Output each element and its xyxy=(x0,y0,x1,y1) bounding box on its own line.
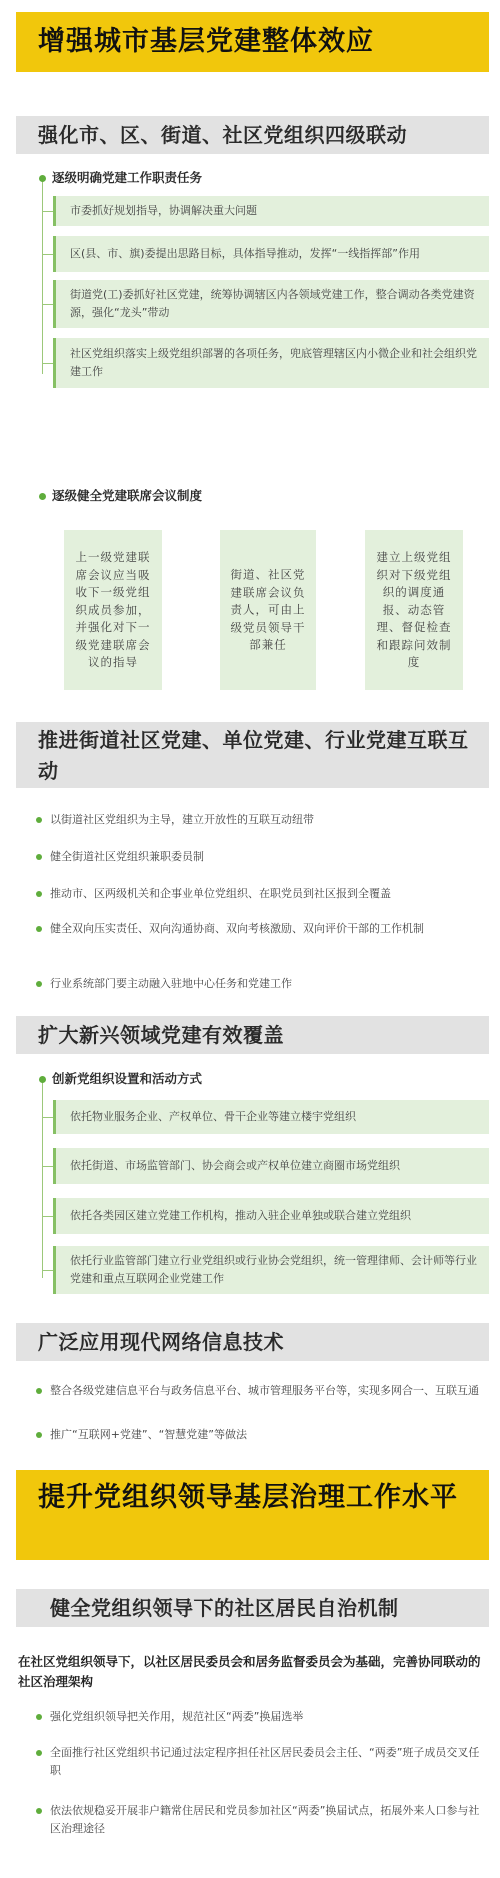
section-title: 提升党组织领导基层治理工作水平 xyxy=(38,1482,458,1513)
tree-tick xyxy=(42,1270,53,1271)
list-item xyxy=(50,920,480,938)
tree-tick xyxy=(42,1117,53,1118)
list-item-text: 推动市、区两级机关和企事业单位党组织、在职党员到社区报到全覆盖 xyxy=(50,887,391,900)
task-box xyxy=(53,236,489,272)
tree-tick xyxy=(42,1216,53,1217)
tree-tick xyxy=(42,211,53,212)
task-box xyxy=(53,196,489,226)
subsection-header xyxy=(16,1589,489,1627)
tree-tick xyxy=(42,254,53,255)
task-text: 街道党(工)委抓好社区党建，统筹协调辖区内各领域党建工作，整合调动各类党建资源，强化“龙头”带动 xyxy=(70,288,475,319)
list-item-text: 推广“互联网+党建”、“智慧党建”等做法 xyxy=(50,1428,248,1441)
task-box xyxy=(53,280,489,328)
list-item xyxy=(50,848,480,866)
bullet-dot xyxy=(36,854,42,860)
list-item-text: 以街道社区党组织为主导，建立开放性的互联互动纽带 xyxy=(50,813,314,826)
bullet-dot xyxy=(36,891,42,897)
box-accent xyxy=(53,1100,56,1134)
subsection-header xyxy=(16,1323,489,1361)
subsection-header xyxy=(16,722,489,788)
bullet-dot xyxy=(36,981,42,987)
task-text: 依托物业服务企业、产权单位、骨干企业等建立楼宇党组织 xyxy=(70,1110,356,1123)
intro-paragraph: 在社区党组织领导下，以社区居民委员会和居务监督委员会为基础，完善协同联动的社区治理架构 xyxy=(18,1654,481,1689)
tree-tick xyxy=(42,363,53,364)
subsection-title: 扩大新兴领域党建有效覆盖 xyxy=(38,1023,284,1047)
list-item-text: 整合各级党建信息平台与政务信息平台、城市管理服务平台等，实现多网合一、互联互通 xyxy=(50,1384,479,1397)
task-text: 依托各类园区建立党建工作机构，推动入驻企业单独或联合建立党组织 xyxy=(70,1209,411,1222)
sub-bullet-dot xyxy=(39,493,46,500)
list-item xyxy=(50,1708,480,1726)
sub-label: 创新党组织设置和活动方式 xyxy=(52,1071,203,1086)
box-accent xyxy=(53,338,56,388)
section-title: 增强城市基层党建整体效应 xyxy=(38,26,374,57)
task-box xyxy=(53,1246,489,1294)
list-item xyxy=(50,1426,480,1444)
bullet-dot xyxy=(36,817,42,823)
task-text: 区(县、市、旗)委提出思路目标，具体指导推动，发挥“一线指挥部”作用 xyxy=(70,247,420,260)
bullet-dot xyxy=(36,1808,42,1814)
task-box xyxy=(53,1148,489,1184)
subsection-title: 广泛应用现代网络信息技术 xyxy=(38,1330,284,1354)
list-item xyxy=(50,975,480,993)
list-item xyxy=(50,885,480,903)
bullet-dot xyxy=(36,1432,42,1438)
card-text: 街道、社区党建联席会议负责人，可由上级党员领导干部兼任 xyxy=(230,567,306,652)
section-banner xyxy=(16,12,489,72)
list-item xyxy=(50,1802,480,1838)
bullet-dot xyxy=(36,1750,42,1756)
subsection-title: 健全党组织领导下的社区居民自治机制 xyxy=(50,1596,399,1620)
subsection-title: 推进街道社区党建、单位党建、行业党建互联互动 xyxy=(38,728,469,783)
list-item-text: 全面推行社区党组织书记通过法定程序担任社区居民委员会主任、“两委”班子成员交叉任职 xyxy=(50,1746,480,1777)
policy-card xyxy=(64,530,162,690)
box-accent xyxy=(53,1198,56,1234)
task-box xyxy=(53,1198,489,1234)
bullet-dot xyxy=(36,1388,42,1394)
card-text: 上一级党建联席会议应当吸收下一级党组织成员参加，并强化对下一级党建联席会议的指导 xyxy=(75,549,151,669)
task-box xyxy=(53,338,489,388)
task-text: 社区党组织落实上级党组织部署的各项任务，兜底管理辖区内小微企业和社会组织党建工作 xyxy=(70,347,477,378)
task-text: 市委抓好规划指导，协调解决重大问题 xyxy=(70,204,257,217)
sub-label: 逐级健全党建联席会议制度 xyxy=(52,488,203,503)
subsection-header xyxy=(16,1016,489,1054)
list-item-text: 行业系统部门要主动融入驻地中心任务和党建工作 xyxy=(50,977,292,990)
sub-bullet-dot xyxy=(39,175,46,182)
list-item-text: 健全街道社区党组织兼职委员制 xyxy=(50,850,204,863)
box-accent xyxy=(53,196,56,226)
list-item xyxy=(50,811,480,829)
subsection-title: 强化市、区、街道、社区党组织四级联动 xyxy=(38,123,407,147)
list-item xyxy=(50,1744,480,1780)
policy-card xyxy=(220,530,316,690)
subsection-header xyxy=(16,116,489,154)
card-text: 建立上级党组织对下级党组织的调度通报、动态管理、督促检查和跟踪问效制度 xyxy=(376,549,452,669)
box-accent xyxy=(53,1148,56,1184)
tree-line xyxy=(42,178,43,374)
bullet-dot xyxy=(36,1714,42,1720)
list-item-text: 强化党组织领导把关作用，规范社区“两委”换届选举 xyxy=(50,1710,304,1723)
list-item xyxy=(50,1382,480,1400)
task-box xyxy=(53,1100,489,1134)
section-banner xyxy=(16,1470,489,1560)
task-text: 依托街道、市场监管部门、协会商会或产权单位建立商圈市场党组织 xyxy=(70,1159,400,1172)
sub-bullet-dot xyxy=(39,1076,46,1083)
task-text: 依托行业监管部门建立行业党组织或行业协会党组织，统一管理律师、会计师等行业党建和重点互联网企业党建工作 xyxy=(70,1254,477,1285)
tree-line xyxy=(42,1080,43,1278)
bullet-dot xyxy=(36,926,42,932)
list-item-text: 健全双向压实责任、双向沟通协商、双向考核激励、双向评价干部的工作机制 xyxy=(50,922,424,935)
tree-tick xyxy=(42,304,53,305)
list-item-text: 依法依规稳妥开展非户籍常住居民和党员参加社区“两委”换届试点，拓展外来人口参与社区治理途径 xyxy=(50,1804,480,1835)
policy-card xyxy=(365,530,463,690)
sub-label: 逐级明确党建工作职责任务 xyxy=(52,170,203,185)
box-accent xyxy=(53,236,56,272)
box-accent xyxy=(53,280,56,328)
tree-tick xyxy=(42,1166,53,1167)
box-accent xyxy=(53,1246,56,1294)
